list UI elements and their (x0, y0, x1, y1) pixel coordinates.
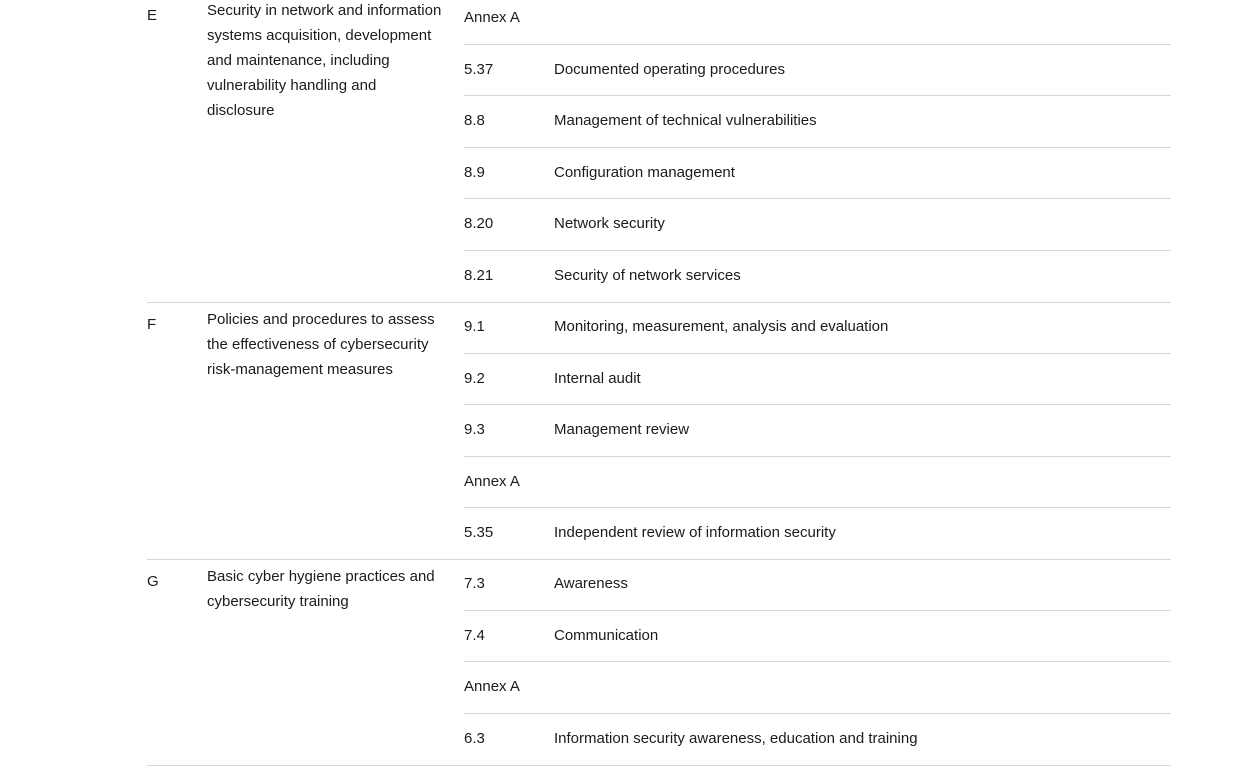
clause-title: Configuration management (554, 163, 735, 181)
table-row (464, 508, 1171, 560)
clause-code: 9.3 (464, 421, 485, 439)
table-row (464, 148, 1171, 200)
table-row (464, 559, 1171, 611)
group-description: Security in network and information systems acquisition, development and maintenance, including vulnerability handling and disclosure (207, 2, 442, 119)
table-row (464, 45, 1171, 97)
group-description: Policies and procedures to assess the effectiveness of cybersecurity risk-management measures (207, 311, 435, 378)
group-letter: G (147, 573, 159, 590)
clause-title: Documented operating procedures (554, 60, 785, 78)
table-row (464, 96, 1171, 148)
clause-code: 5.37 (464, 60, 494, 78)
group-letter: E (147, 7, 158, 24)
clause-title: Management of technical vulnerabilities (554, 112, 817, 130)
clause-code: 8.21 (464, 267, 494, 284)
clause-code: 8.9 (464, 163, 485, 181)
table-row (464, 0, 1171, 45)
clause-title: Monitoring, measurement, analysis and evaluation (554, 318, 889, 335)
group-divider (147, 765, 1171, 766)
table-row (464, 611, 1171, 663)
group-letter: F (147, 316, 157, 333)
clause-title: Information security awareness, education and training (554, 729, 918, 747)
table-group-g (147, 559, 1171, 766)
clause-code: 7.4 (464, 626, 485, 644)
table-row (464, 302, 1171, 354)
table-row (464, 354, 1171, 406)
clause-code: Annex A (464, 678, 520, 696)
clause-code: 7.3 (464, 575, 485, 592)
clause-code: 5.35 (464, 524, 494, 542)
clause-code: Annex A (464, 472, 520, 490)
clause-code: 9.2 (464, 369, 485, 387)
clause-title: Communication (554, 626, 659, 644)
group-description: Basic cyber hygiene practices and cybersecurity training (207, 568, 435, 610)
clause-code: 9.1 (464, 318, 485, 335)
table-row (464, 662, 1171, 714)
table-row (464, 714, 1171, 766)
clause-code: 8.20 (464, 215, 494, 233)
clause-title: Management review (554, 421, 690, 439)
table-row (464, 405, 1171, 457)
table-group-f (147, 302, 1171, 560)
clause-title: Awareness (554, 575, 628, 592)
table-row (464, 199, 1171, 251)
clause-title: Internal audit (554, 369, 641, 387)
table-group-e (147, 0, 1171, 303)
clause-title: Network security (554, 215, 665, 233)
clause-code: 6.3 (464, 729, 485, 747)
clause-title: Security of network services (554, 267, 741, 284)
clause-code: Annex A (464, 9, 520, 26)
clause-title: Independent review of information security (554, 524, 836, 542)
table-row (464, 251, 1171, 303)
table-row (464, 457, 1171, 509)
clause-code: 8.8 (464, 112, 485, 130)
